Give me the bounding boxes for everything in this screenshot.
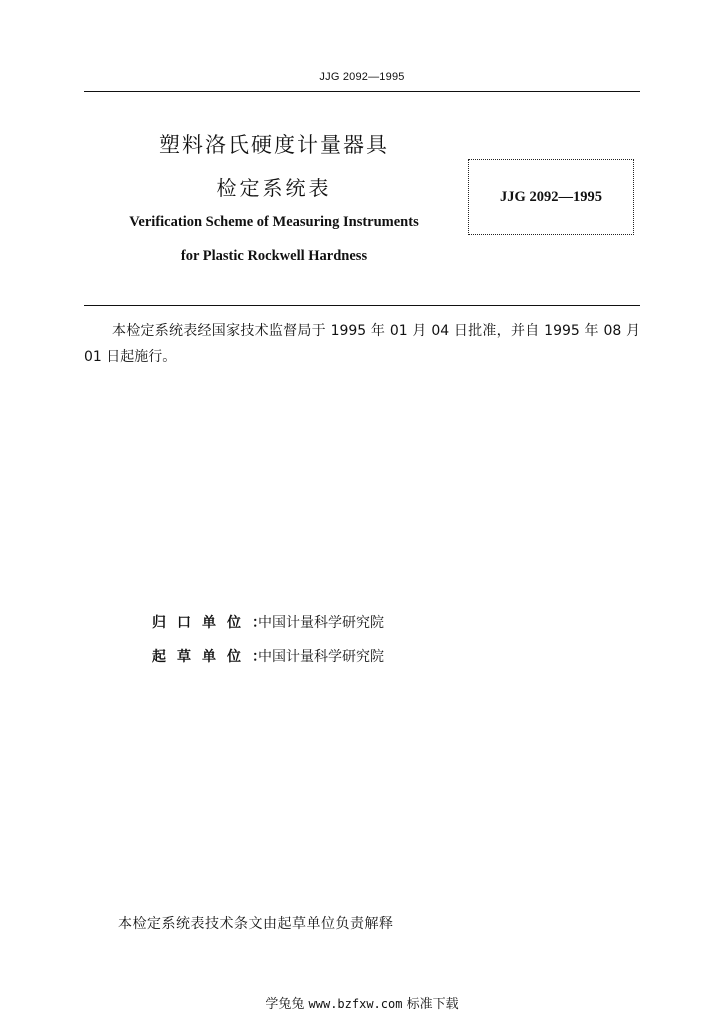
footer-brand: 学兔兔 xyxy=(265,997,305,1012)
header-standard-code: JJG 2092—1995 xyxy=(319,71,405,83)
approval-statement: 本检定系统表经国家技术监督局于 1995 年 01 月 04 日批准，并自 1995 年 08 月 01 日起施行。 xyxy=(84,323,640,365)
section-divider xyxy=(84,305,640,306)
footer-tagline: 标准下载 xyxy=(406,997,459,1012)
standard-code-box xyxy=(468,159,634,235)
drafting-unit-label: 起草单位： xyxy=(152,649,277,665)
title-chinese-line-1: 塑料洛氏硬度计量器具 xyxy=(159,133,389,157)
title-english-line-2: for Plastic Rockwell Hardness xyxy=(180,248,368,264)
standard-code-box-text: JJG 2092—1995 xyxy=(500,188,602,205)
responsible-unit-label: 归口单位： xyxy=(152,615,277,631)
interpretation-note: 本检定系统表技术条文由起草单位负责解释 xyxy=(118,916,394,932)
footer-watermark xyxy=(0,993,724,1012)
drafting-unit-row xyxy=(152,646,384,666)
responsible-unit-value: 中国计量科学研究院 xyxy=(258,615,384,631)
title-english-line-1: Verification Scheme of Measuring Instruments xyxy=(129,214,419,230)
responsible-unit-row xyxy=(152,612,384,632)
title-chinese-line-2: 检定系统表 xyxy=(216,176,332,200)
footer-site-link[interactable]: www.bzfxw.com xyxy=(308,997,403,1011)
drafting-unit-value: 中国计量科学研究院 xyxy=(258,649,384,665)
header-divider xyxy=(84,91,640,92)
